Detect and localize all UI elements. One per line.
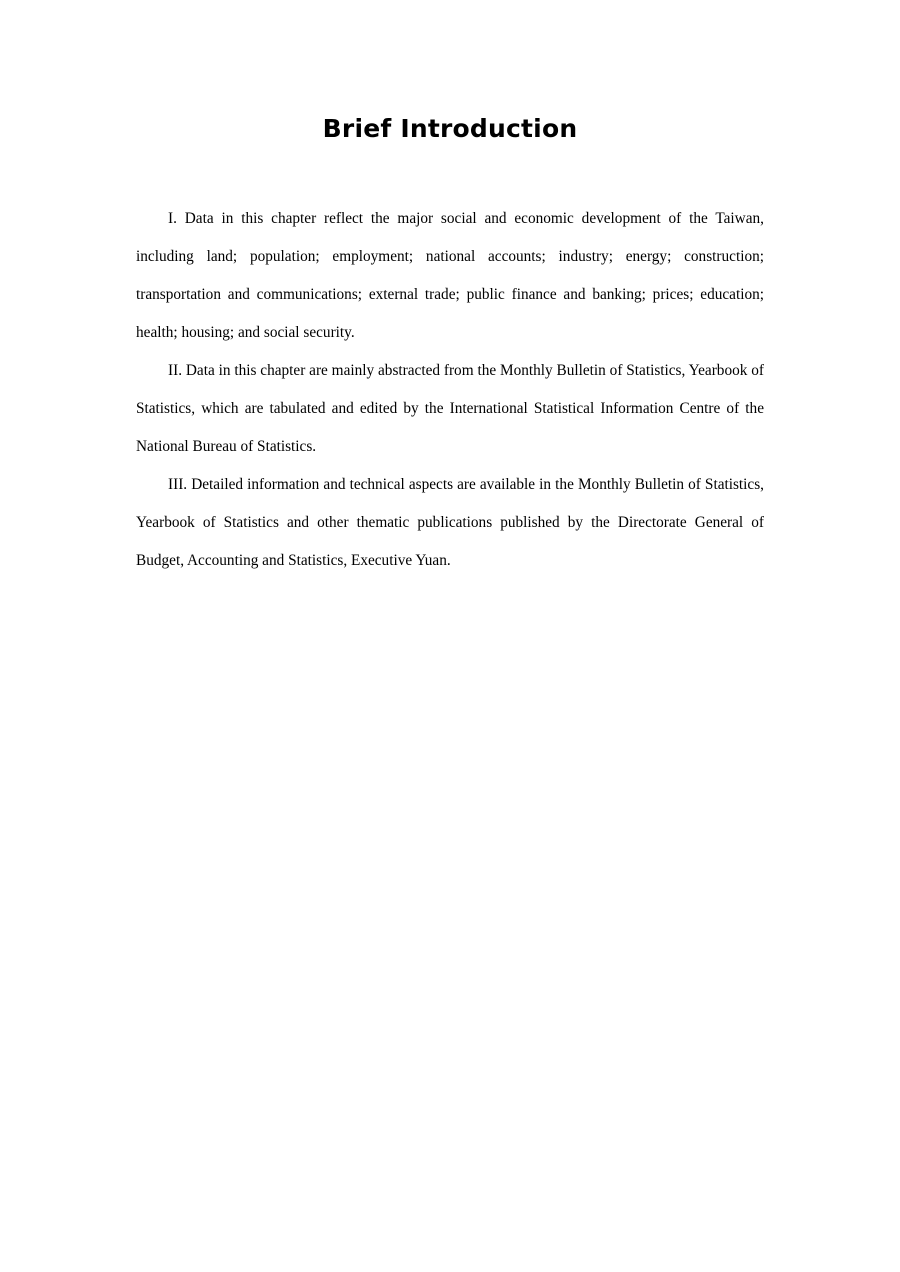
paragraph-1: I. Data in this chapter reflect the major social and economic development of the Taiwan, including land; population; employment; national accounts; industry; energy; construction; transportation and communications; external trade; public finance and banking; prices; education; health; housing; and social security.	[136, 210, 764, 341]
body-text	[136, 200, 764, 580]
paragraph-2: II. Data in this chapter are mainly abstracted from the Monthly Bulletin of Statistics, Yearbook of Statistics, which are tabulated and edited by the International Statistical Information Centre of the National Bureau of Statistics.	[136, 362, 764, 455]
paragraph-3: III. Detailed information and technical aspects are available in the Monthly Bulletin of Statistics, Yearbook of Statistics and other thematic publications published by the Directorate General of Budget, Accounting and Statistics, Executive Yuan.	[136, 476, 764, 569]
page-title: Brief Introduction	[322, 114, 578, 143]
